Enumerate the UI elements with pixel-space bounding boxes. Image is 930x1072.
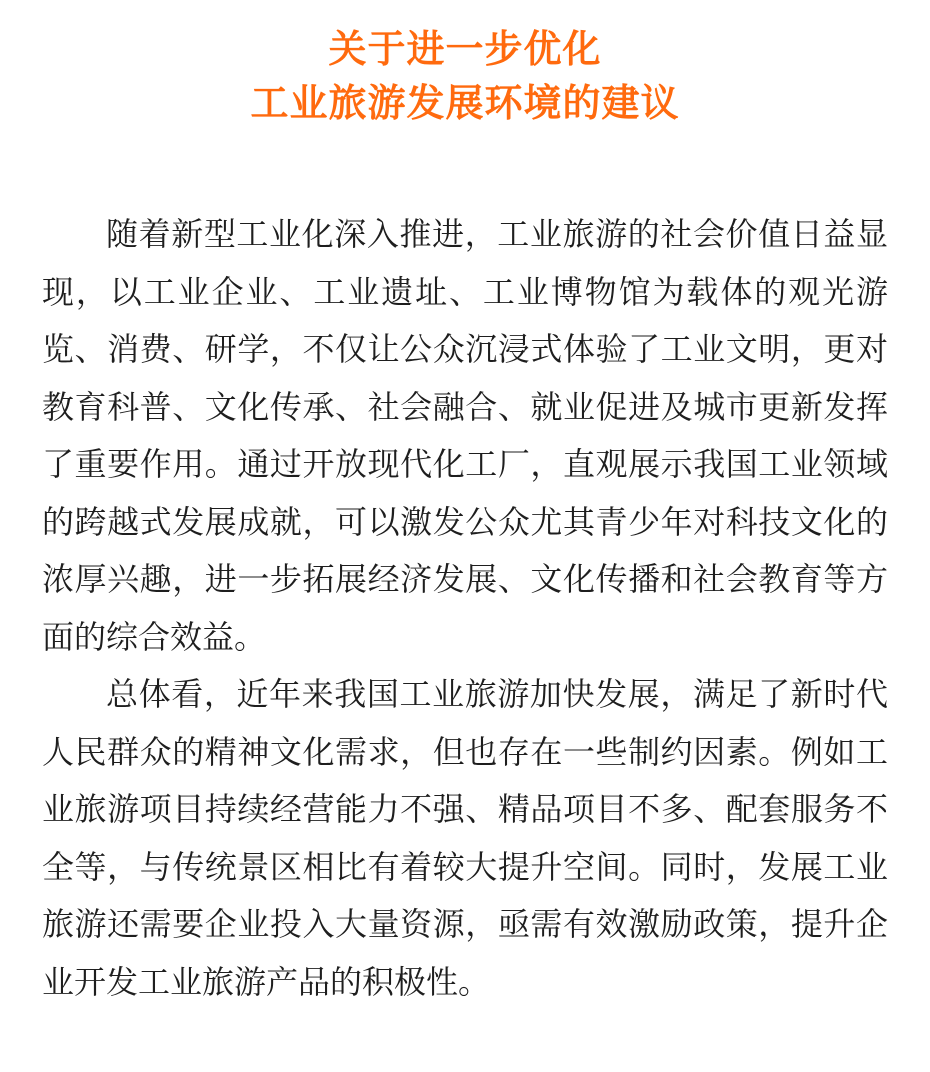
title-line-2: 工业旅游发展环境的建议: [250, 81, 680, 125]
title-line-1: 关于进一步优化: [328, 27, 602, 71]
article-title: [42, 0, 888, 130]
paragraph-2: 总体看，近年来我国工业旅游加快发展，满足了新时代人民群众的精神文化需求，但也存在一些制约因素。例如工业旅游项目持续经营能力不强、精品项目不多、配套服务不全等，与传统景区相比有着较大提升空间。同时，发展工业旅游还需要企业投入大量资源，亟需有效激励政策，提升企业开发工业旅游产品的积极性。: [42, 675, 888, 1001]
article-body: [42, 206, 888, 1011]
paragraph-1: 随着新型工业化深入推进，工业旅游的社会价值日益显现，以工业企业、工业遗址、工业博物馆为载体的观光游览、消费、研学，不仅让公众沉浸式体验了工业文明，更对教育科普、文化传承、社会融合、就业促进及城市更新发挥了重要作用。通过开放现代化工厂，直观展示我国工业领域的跨越式发展成就，可以激发公众尤其青少年对科技文化的浓厚兴趣，进一步拓展经济发展、文化传播和社会教育等方面的综合效益。: [42, 215, 888, 656]
